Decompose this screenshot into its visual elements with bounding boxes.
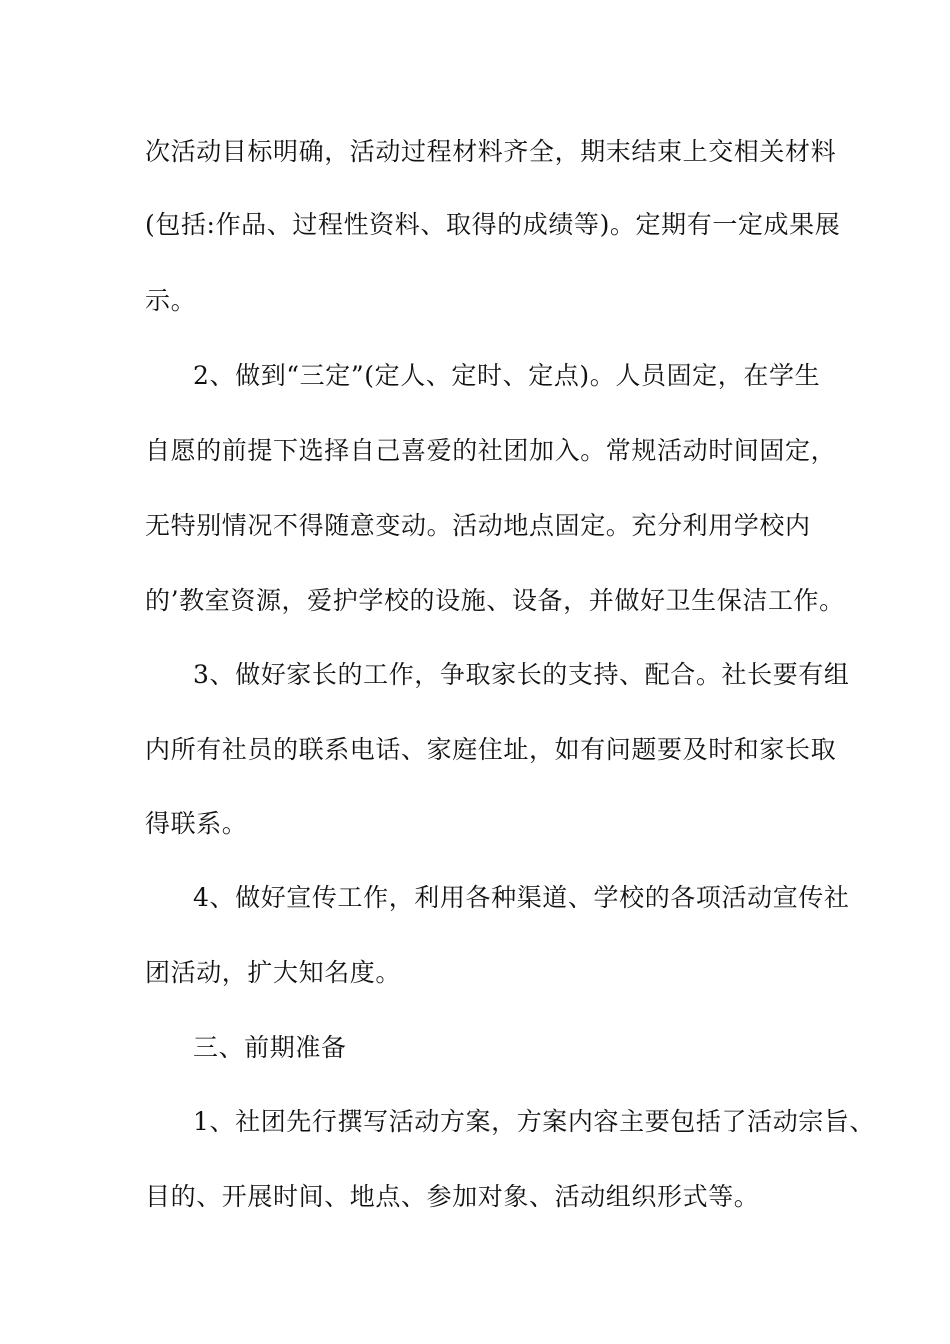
- paragraph-line: 3、做好家长的工作，争取家长的支持、配合。社长要有组: [193, 660, 850, 689]
- paragraph-line: 自愿的前提下选择自己喜爱的社团加入。常规活动时间固定，: [145, 436, 837, 465]
- paragraph-line: (包括:作品、过程性资料、取得的成绩等)。定期有一定成果展: [145, 210, 841, 239]
- paragraph-line: 团活动，扩大知名度。: [145, 958, 402, 987]
- paragraph-line: 得联系。: [145, 809, 248, 838]
- paragraph-line: 无特别情况不得随意变动。活动地点固定。充分利用学校内: [145, 511, 811, 540]
- paragraph-line: 目的、开展时间、地点、参加对象、活动组织形式等。: [145, 1182, 760, 1211]
- paragraph-line: 次活动目标明确，活动过程材料齐全，期末结束上交相关材料: [145, 137, 837, 166]
- paragraph-line: 2、做到“三定”(定人、定时、定点)。人员固定，在学生: [193, 361, 821, 390]
- paragraph-line: 的’教室资源，爱护学校的设施、设备，并做好卫生保洁工作。: [145, 586, 845, 615]
- section-heading: 三、前期准备: [193, 1033, 347, 1062]
- paragraph-line: 内所有社员的联系电话、家庭住址，如有问题要及时和家长取: [145, 735, 837, 764]
- paragraph-line: 1、社团先行撰写活动方案，方案内容主要包括了活动宗旨、: [193, 1107, 876, 1136]
- paragraph-line: 示。: [145, 286, 197, 315]
- paragraph-line: 4、做好宣传工作，利用各种渠道、学校的各项活动宣传社: [193, 883, 850, 912]
